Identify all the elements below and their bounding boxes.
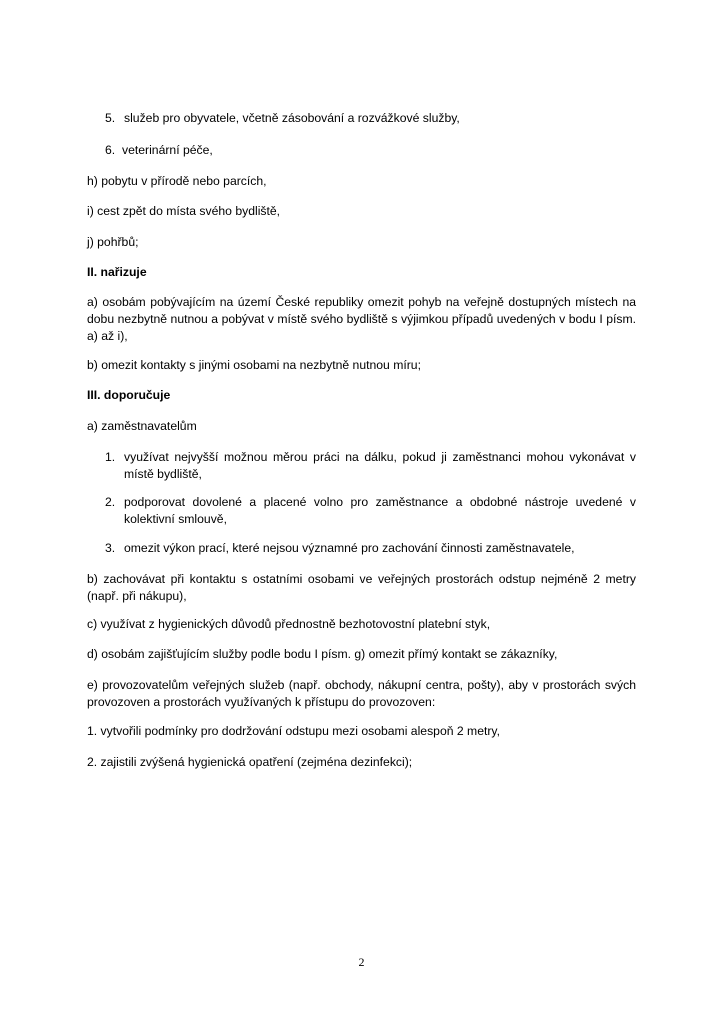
list-item-text: omezit výkon prací, které nejsou významné pro zachování činnosti zaměstnavatele, bbox=[124, 541, 575, 555]
list-item-text: podporovat dovolené a placené volno pro zaměstnance a obdobné nástroje uvedené v kolektivní smlouvě, bbox=[124, 495, 636, 526]
page-number: 2 bbox=[358, 955, 365, 969]
list-item bbox=[105, 142, 636, 159]
list-item bbox=[105, 494, 636, 528]
section-ii-item-b: b) omezit kontakty s jinými osobami na nezbytně nutnou míru; bbox=[87, 358, 421, 372]
list-item-number: 2. bbox=[105, 495, 116, 509]
list-item-number: 5. bbox=[105, 111, 116, 125]
list-item bbox=[105, 540, 636, 557]
item-i: i) cest zpět do místa svého bydliště, bbox=[87, 204, 281, 218]
item-j: j) pohřbů; bbox=[87, 235, 139, 249]
section-iii-item-e: e) provozovatelům veřejných služeb (např. obchody, nákupní centra, pošty), aby v prostorách svých provozoven a prostorách využívaných k přístupu do provozoven: bbox=[87, 678, 636, 709]
list-item-text: využívat nejvyšší možnou měrou práci na dálku, pokud ji zaměstnanci mohou vykonávat v místě bydliště, bbox=[124, 450, 636, 481]
list-item-number: 6. bbox=[105, 143, 116, 157]
section-iii-item-e-1: 1. vytvořili podmínky pro dodržování odstupu mezi osobami alespoň 2 metry, bbox=[87, 724, 500, 738]
list-item-text: veterinární péče, bbox=[122, 143, 213, 157]
section-iii-item-c: c) využívat z hygienických důvodů přednostně bezhotovostní platební styk, bbox=[87, 617, 491, 631]
list-item-number: 1. bbox=[105, 450, 116, 464]
section-heading-ii: II. nařizuje bbox=[87, 265, 147, 279]
section-iii-item-e-2: 2. zajistili zvýšená hygienická opatření (zejména dezinfekci); bbox=[87, 755, 413, 769]
item-h: h) pobytu v přírodě nebo parcích, bbox=[87, 174, 267, 188]
section-iii-item-b: b) zachovávat při kontaktu s ostatními osobami ve veřejných prostorách odstup nejméně 2 metry (např. při nákupu), bbox=[87, 572, 636, 603]
list-item-text: služeb pro obyvatele, včetně zásobování a rozvážkové služby, bbox=[124, 111, 460, 125]
section-iii-item-d: d) osobám zajišťujícím služby podle bodu I písm. g) omezit přímý kontakt se zákazníky, bbox=[87, 647, 558, 661]
section-heading-iii: III. doporučuje bbox=[87, 388, 171, 402]
list-item bbox=[105, 449, 636, 483]
list-item-number: 3. bbox=[105, 541, 116, 555]
section-ii-item-a: a) osobám pobývajícím na území České republiky omezit pohyb na veřejně dostupných místech na dobu nezbytně nutnou a pobývat v místě svého bydliště s výjimkou případů uvedených v bodu I písm. a) až i), bbox=[87, 295, 636, 343]
list-item bbox=[105, 110, 636, 127]
section-iii-item-a: a) zaměstnavatelům bbox=[87, 419, 197, 433]
